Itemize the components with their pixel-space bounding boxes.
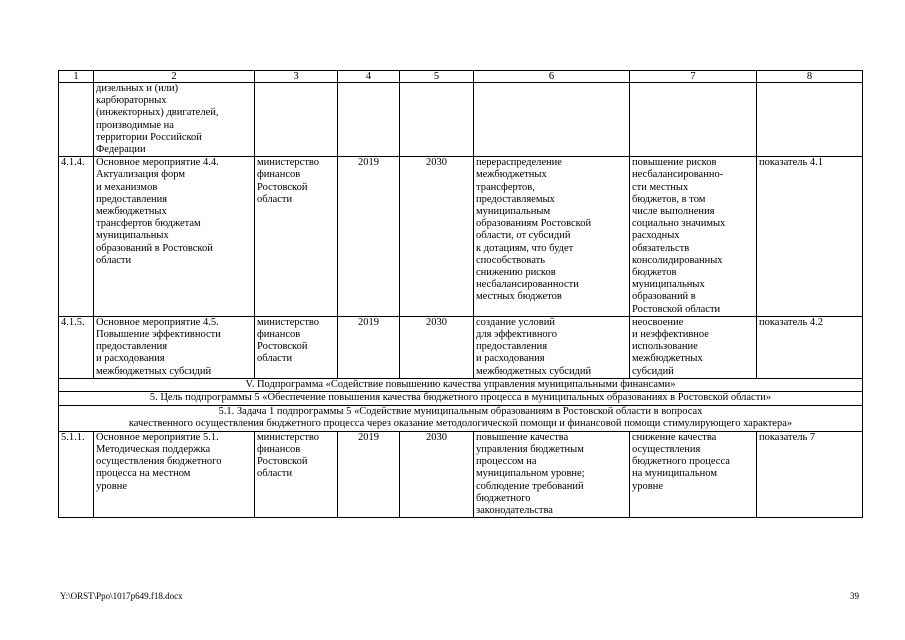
cell-measure: Основное мероприятие 4.5. Повышение эффективности предоставления и расходования межбюджетных субсидий: [94, 316, 255, 378]
cell-expected-result: [474, 83, 630, 157]
cell-indicator: показатель 4.2: [757, 316, 863, 378]
goal-heading: 5. Цель подпрограммы 5 «Обеспечение повышения качества бюджетного процесса в муниципальных образованиях в Ростовской области»: [59, 392, 863, 406]
header-cell: 8: [757, 71, 863, 83]
header-cell: 3: [255, 71, 338, 83]
cell-consequences: [630, 83, 757, 157]
cell-expected-result: перераспределение межбюджетных трансфертов, предоставляемых муниципальным образованиям Ростовской области, от субсидий к дотациям, что будет способствовать снижению рисков несбалансированности местных бюджетов: [474, 157, 630, 317]
header-cell: 7: [630, 71, 757, 83]
cell-end-year: 2030: [400, 316, 474, 378]
subprogram-heading: V. Подпрограмма «Содействие повышению качества управления муниципальными финансами»: [59, 378, 863, 392]
cell-start-year: 2019: [338, 157, 400, 317]
column-number-row: [59, 71, 863, 83]
table-row: [59, 157, 863, 317]
cell-end-year: [400, 83, 474, 157]
cell-expected-result: повышение качества управления бюджетным процессом на муниципальном уровне; соблюдение требований бюджетного законодательства: [474, 431, 630, 517]
footer-file-path: Y:\ORST\Ppo\1017p649.f18.docx: [60, 591, 183, 601]
cell-consequences: повышение рисков несбалансированно- сти местных бюджетов, в том числе выполнения социально значимых расходных обязательств консолидированных бюджетов муниципальных образований в Ростовской области: [630, 157, 757, 317]
cell-measure: дизельных и (или) карбюраторных (инжекторных) двигателей, производимые на территории Российской Федерации: [94, 83, 255, 157]
table-row: [59, 431, 863, 517]
subprogram-heading-row: [59, 378, 863, 392]
cell-executor: [255, 83, 338, 157]
cell-executor: министерство финансов Ростовской области: [255, 431, 338, 517]
cell-measure: Основное мероприятие 4.4. Актуализация форм и механизмов предоставления межбюджетных трансфертов бюджетам муниципальных образований в Ростовской области: [94, 157, 255, 317]
header-cell: 6: [474, 71, 630, 83]
header-cell: 4: [338, 71, 400, 83]
footer-page-number: 39: [850, 591, 859, 601]
cell-start-year: 2019: [338, 431, 400, 517]
cell-number: 5.1.1.: [59, 431, 94, 517]
cell-indicator: [757, 83, 863, 157]
header-cell: 2: [94, 71, 255, 83]
header-cell: 1: [59, 71, 94, 83]
cell-consequences: снижение качества осуществления бюджетного процесса на муниципальном уровне: [630, 431, 757, 517]
cell-measure: Основное мероприятие 5.1. Методическая поддержка осуществления бюджетного процесса на местном уровне: [94, 431, 255, 517]
cell-number: [59, 83, 94, 157]
cell-end-year: 2030: [400, 431, 474, 517]
cell-executor: министерство финансов Ростовской области: [255, 316, 338, 378]
cell-consequences: неосвоение и неэффективное использование межбюджетных субсидий: [630, 316, 757, 378]
table-row: [59, 316, 863, 378]
cell-executor: министерство финансов Ростовской области: [255, 157, 338, 317]
header-cell: 5: [400, 71, 474, 83]
cell-indicator: показатель 4.1: [757, 157, 863, 317]
cell-start-year: [338, 83, 400, 157]
program-measures-table: [58, 70, 863, 518]
cell-start-year: 2019: [338, 316, 400, 378]
task-heading: 5.1. Задача 1 подпрограммы 5 «Содействие муниципальным образованиям в Ростовской области в вопросах качественного осуществления бюджетного процесса через оказание методологической помощи и финансовой помощи стимулирующего характера»: [59, 405, 863, 431]
goal-heading-row: [59, 392, 863, 406]
cell-number: 4.1.5.: [59, 316, 94, 378]
task-heading-row: [59, 405, 863, 431]
cell-number: 4.1.4.: [59, 157, 94, 317]
table-row: [59, 83, 863, 157]
cell-end-year: 2030: [400, 157, 474, 317]
cell-expected-result: создание условий для эффективного предоставления и расходования межбюджетных субсидий: [474, 316, 630, 378]
cell-indicator: показатель 7: [757, 431, 863, 517]
